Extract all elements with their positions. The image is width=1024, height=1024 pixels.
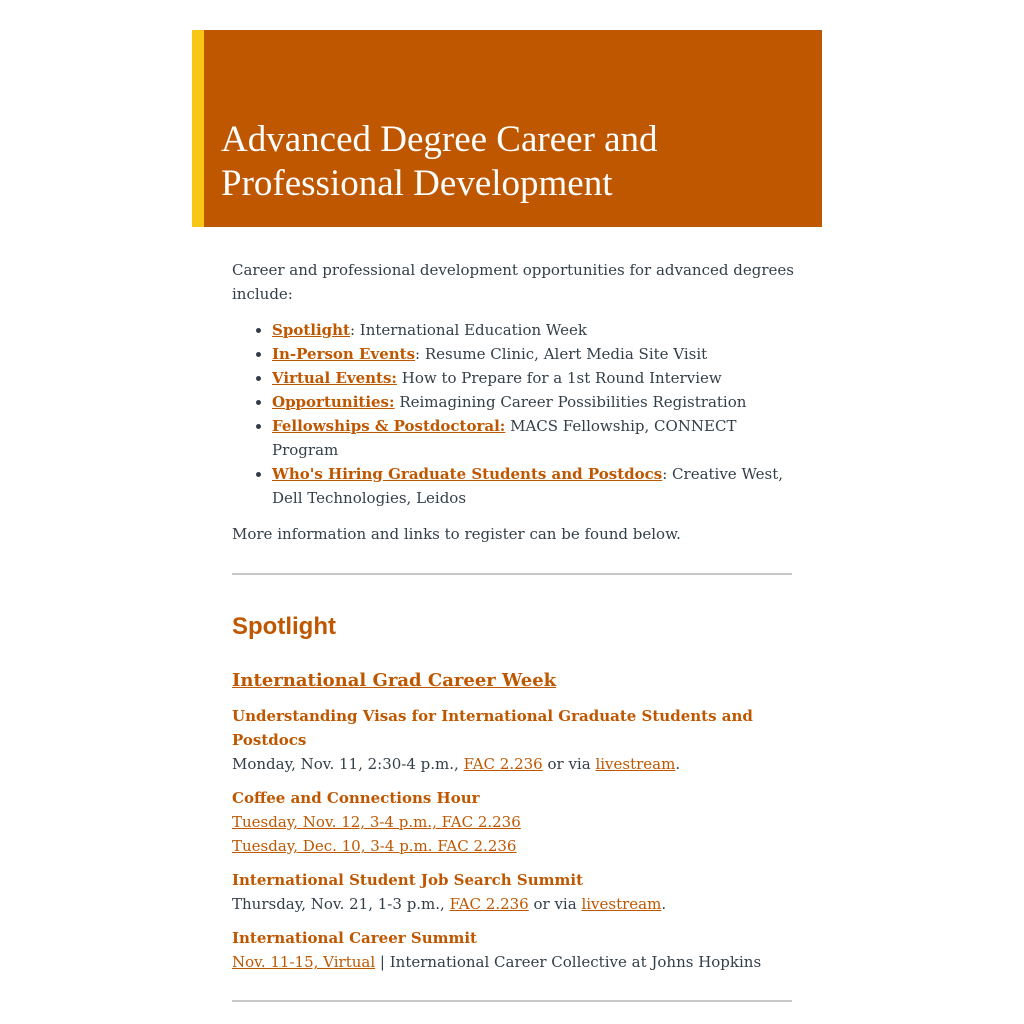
newsletter-content	[232, 258, 794, 1002]
event-job-search-summit	[232, 868, 794, 916]
toc-item	[272, 318, 794, 342]
toc-link-in-person-events[interactable]: In-Person Events	[272, 345, 416, 363]
connector-text: or via	[528, 895, 582, 913]
spotlight-subheading	[232, 668, 794, 694]
connector-text: or via	[542, 755, 596, 773]
event-title: Understanding Visas for International Graduate Students and Postdocs	[232, 707, 753, 749]
toc-item	[272, 462, 794, 510]
toc-item	[272, 414, 794, 462]
event-coffee-connections	[232, 786, 794, 858]
toc-item-text: How to Prepare for a 1st Round Interview	[396, 369, 722, 387]
event-date-text: Monday, Nov. 11, 2:30-4 p.m.,	[232, 755, 464, 773]
toc-item-text: : Resume Clinic, Alert Media Site Visit	[415, 345, 708, 363]
event-title: International Career Summit	[232, 929, 477, 947]
punctuation-text: .	[661, 895, 667, 913]
banner-title-line-1: Advanced Degree Career and	[221, 119, 658, 160]
session-link-nov-12[interactable]: Tuesday, Nov. 12, 3-4 p.m., FAC 2.236	[232, 813, 521, 831]
toc-item-text: MACS Fellowship, CONNECT Program	[272, 417, 737, 459]
event-details	[232, 950, 794, 974]
toc-item-text: Reimagining Career Possibilities Registration	[394, 393, 747, 411]
event-international-career-summit	[232, 926, 794, 974]
toc-link-fellowships-postdoctoral[interactable]: Fellowships & Postdoctoral:	[272, 417, 506, 435]
grad-career-week-link[interactable]: International Grad Career Week	[232, 670, 557, 691]
toc-link-whos-hiring[interactable]: Who's Hiring Graduate Students and Postdocs	[272, 465, 663, 483]
toc-item	[272, 366, 794, 390]
location-link[interactable]: FAC 2.236	[463, 755, 543, 773]
banner-accent-stripe	[192, 30, 204, 227]
event-host-text: | International Career Collective at Johns Hopkins	[375, 953, 762, 971]
event-date-text: Thursday, Nov. 21, 1-3 p.m.,	[232, 895, 450, 913]
spotlight-heading: Spotlight	[232, 613, 336, 640]
livestream-link[interactable]: livestream	[595, 755, 676, 773]
toc-item	[272, 342, 794, 366]
toc-link-spotlight[interactable]: Spotlight	[272, 321, 350, 339]
banner-title-line-2: Professional Development	[221, 163, 613, 204]
event-title: Coffee and Connections Hour	[232, 789, 480, 807]
section-divider	[232, 1000, 792, 1002]
event-details	[232, 892, 794, 916]
event-title: International Student Job Search Summit	[232, 871, 584, 889]
section-divider	[232, 573, 792, 575]
header-banner	[192, 30, 822, 227]
toc-item-text: : International Education Week	[349, 321, 587, 339]
toc-item-text: : Creative West, Dell Technologies, Leidos	[272, 465, 784, 507]
more-info-text: More information and links to register can be found below.	[232, 525, 681, 543]
event-understanding-visas	[232, 704, 794, 776]
event-details	[232, 752, 794, 776]
virtual-event-link[interactable]: Nov. 11-15, Virtual	[232, 953, 376, 971]
toc-item	[272, 390, 794, 414]
intro-paragraph: Career and professional development opportunities for advanced degrees include:	[232, 261, 794, 303]
livestream-link[interactable]: livestream	[581, 895, 662, 913]
punctuation-text: .	[675, 755, 681, 773]
session-link-dec-10[interactable]: Tuesday, Dec. 10, 3-4 p.m. FAC 2.236	[232, 837, 517, 855]
banner-title	[221, 118, 801, 206]
table-of-contents	[232, 318, 794, 510]
toc-link-virtual-events[interactable]: Virtual Events:	[272, 369, 397, 387]
location-link[interactable]: FAC 2.236	[449, 895, 529, 913]
toc-link-opportunities[interactable]: Opportunities:	[272, 393, 395, 411]
